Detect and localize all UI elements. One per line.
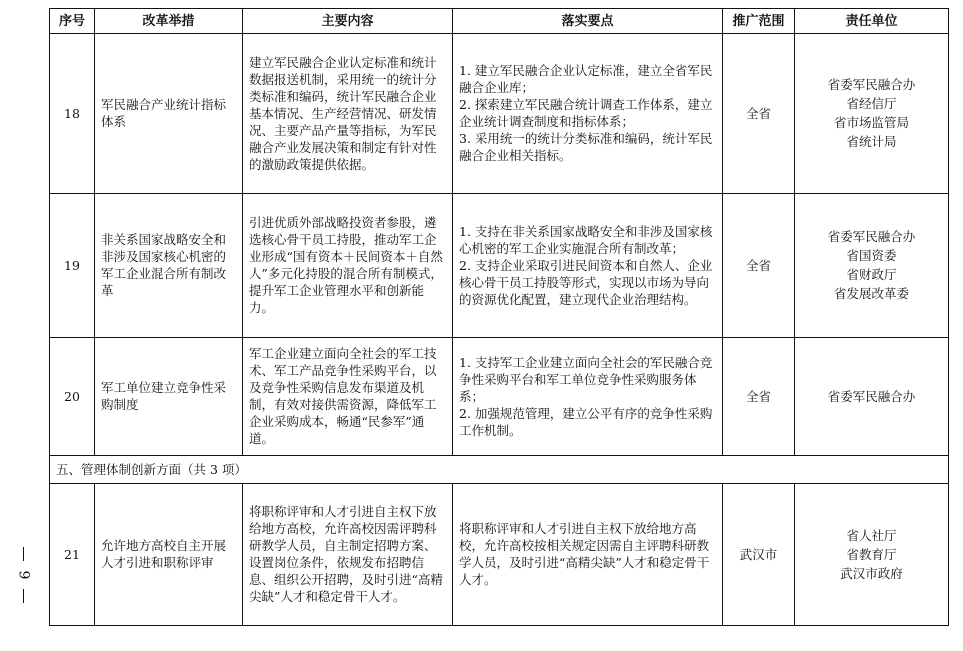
point-item: 2. 支持企业采取引进民间资本和自然人、企业核心骨干员工持股等形式，实现以市场为导向的资源优化配置，建立现代企业治理结构。	[459, 257, 713, 307]
responsible-unit: 省市场监管局	[833, 115, 909, 131]
row-measure: 允许地方高校自主开展人才引进和职称评审	[95, 483, 243, 625]
row-points	[453, 337, 723, 455]
table-row	[50, 337, 949, 455]
point-item: 3. 采用统一的统计分类标准和编码，统计军民融合企业相关指标。	[459, 131, 713, 164]
responsible-unit: 武汉市政府	[840, 565, 903, 581]
row-points	[453, 193, 723, 337]
header-row	[50, 9, 949, 34]
reform-measures-table	[49, 8, 949, 626]
header-content: 主要内容	[243, 9, 453, 34]
section-title: 五、管理体制创新方面（共 3 项）	[50, 456, 949, 484]
row-number: 21	[50, 483, 95, 625]
responsible-unit: 省国资委	[846, 248, 897, 264]
page-number-dash-top	[23, 547, 24, 561]
point-item: 2. 探索建立军民融合统计调查工作体系，建立企业统计调查制度和指标体系；	[459, 97, 713, 130]
row-measure: 军民融合产业统计指标体系	[95, 34, 243, 194]
responsible-unit: 省财政厅	[846, 267, 897, 283]
row-scope: 武汉市	[723, 483, 795, 625]
row-points	[453, 483, 723, 625]
responsible-unit: 省发展改革委	[833, 286, 909, 302]
header-scope: 推广范围	[723, 9, 795, 34]
point-item: 1. 支持军工企业建立面向全社会的军民融合竞争性采购平台和军工单位竞争性采购服务体系；	[459, 354, 713, 404]
responsible-unit: 省委军民融合办	[827, 388, 916, 404]
table-row	[50, 34, 949, 194]
row-scope: 全省	[723, 34, 795, 194]
table-row	[50, 483, 949, 625]
row-content: 将职称评审和人才引进自主权下放给地方高校，允许高校因需评聘科研教学人员，自主制定招聘方案、设置岗位条件，依规发布招聘信息、组织公开招聘，及时引进“高精尖缺”人才和稳定骨干人才。	[243, 483, 453, 625]
row-scope: 全省	[723, 337, 795, 455]
row-content: 军工企业建立面向全社会的军工技术、军工产品竞争性采购平台，以及竞争性采购信息发布渠道及机制，有效对接供需资源，降低军工企业采购成本，畅通“民参军”通道。	[243, 337, 453, 455]
responsible-unit: 省统计局	[846, 134, 897, 150]
row-measure: 非关系国家战略安全和非涉及国家核心机密的军工企业混合所有制改革	[95, 193, 243, 337]
header-number: 序号	[50, 9, 95, 34]
row-content: 建立军民融合企业认定标准和统计数据报送机制，采用统一的统计分类标准和编码，统计军民融合企业基本情况、生产经营情况、研发情况、主要产品产量等指标，为军民融合产业发展决策和制定有针对性的激励政策提供依据。	[243, 34, 453, 194]
row-units	[795, 34, 949, 194]
header-measure: 改革举措	[95, 9, 243, 34]
responsible-unit: 省经信厅	[846, 96, 897, 112]
responsible-unit: 省人社厅	[846, 527, 897, 543]
point-item: 1. 支持在非关系国家战略安全和非涉及国家核心机密的军工企业实施混合所有制改革；	[459, 223, 713, 256]
point-item: 2. 加强规范管理，建立公平有序的竞争性采购工作机制。	[459, 405, 713, 438]
responsible-unit: 省委军民融合办	[827, 229, 916, 245]
row-units	[795, 193, 949, 337]
point-item: 将职称评审和人才引进自主权下放给地方高校，允许高校按相关规定因需自主评聘科研教学人员，及时引进“高精尖缺”人才和稳定骨干人才。	[459, 521, 710, 588]
row-content: 引进优质外部战略投资者参股，遴选核心骨干员工持股，推动军工企业形成“国有资本＋民间资本＋自然人”多元化持股的混合所有制模式，提升军工企业管理水平和创新能力。	[243, 193, 453, 337]
row-units	[795, 337, 949, 455]
row-number: 18	[50, 34, 95, 194]
row-points	[453, 34, 723, 194]
row-units	[795, 483, 949, 625]
row-number: 20	[50, 337, 95, 455]
header-points: 落实要点	[453, 9, 723, 34]
page-number-dash-bottom	[23, 589, 24, 603]
section-row	[50, 456, 949, 484]
responsible-unit: 省教育厅	[846, 546, 897, 562]
row-measure: 军工单位建立竞争性采购制度	[95, 337, 243, 455]
page-number	[8, 530, 38, 620]
row-scope: 全省	[723, 193, 795, 337]
header-units: 责任单位	[795, 9, 949, 34]
point-item: 1. 建立军民融合企业认定标准，建立全省军民融合企业库；	[459, 63, 713, 96]
row-number: 19	[50, 193, 95, 337]
table-row	[50, 193, 949, 337]
responsible-unit: 省委军民融合办	[827, 77, 916, 93]
page-number-value: 9	[14, 570, 31, 580]
